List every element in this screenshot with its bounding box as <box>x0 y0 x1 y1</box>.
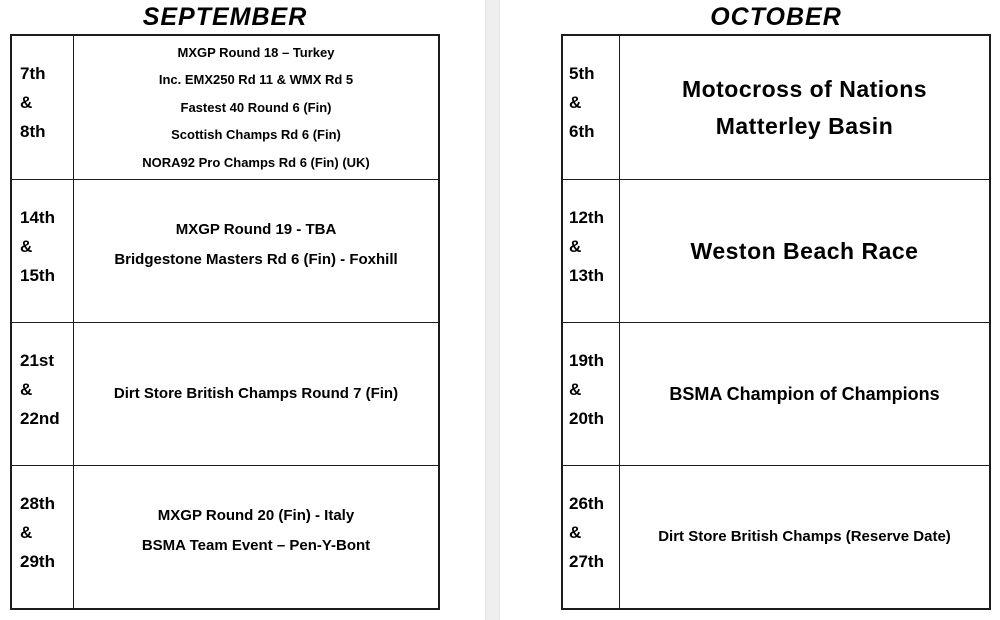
table-row <box>12 465 438 608</box>
date-cell <box>12 36 74 179</box>
table-row <box>12 179 438 322</box>
date-cell <box>12 180 74 322</box>
date-ampersand: & <box>569 379 582 399</box>
table-row <box>563 322 989 465</box>
date-text: 7th <box>20 64 46 83</box>
october-month-title: OCTOBER <box>710 3 842 31</box>
date-cell <box>563 36 620 179</box>
date-cell <box>12 323 74 465</box>
date-ampersand: & <box>569 522 582 542</box>
events-cell <box>74 180 438 322</box>
date-text: 12th <box>569 207 604 227</box>
date-ampersand: & <box>569 236 582 256</box>
date-text: 8th <box>20 122 46 141</box>
date-text: 21st <box>20 350 55 370</box>
page-october <box>561 0 991 620</box>
date-ampersand: & <box>20 93 33 112</box>
september-calendar-table <box>10 34 440 610</box>
date-ampersand: & <box>20 236 33 256</box>
event-text: Bridgestone Masters Rd 6 (Fin) - Foxhill <box>114 251 398 268</box>
date-text: 27th <box>569 551 604 571</box>
page-september <box>10 0 440 620</box>
date-text: 15th <box>20 265 55 285</box>
events-cell <box>620 180 989 322</box>
event-text: Fastest 40 Round 6 (Fin) <box>180 99 332 115</box>
date-ampersand: & <box>569 93 582 112</box>
event-text: Matterley Basin <box>715 112 894 139</box>
date-cell <box>563 180 620 322</box>
date-ampersand: & <box>20 522 33 542</box>
event-text: Motocross of Nations <box>681 75 928 102</box>
events-cell <box>74 466 438 608</box>
event-text: NORA92 Pro Champs Rd 6 (Fin) (UK) <box>142 154 370 170</box>
events-cell <box>620 323 989 465</box>
date-text: 6th <box>569 122 595 141</box>
event-text: BSMA Team Event – Pen-Y-Bont <box>141 537 371 554</box>
event-text: MXGP Round 20 (Fin) - Italy <box>157 507 355 524</box>
date-text: 14th <box>20 207 55 227</box>
event-text: Dirt Store British Champs Round 7 (Fin) <box>113 385 399 402</box>
table-row <box>563 36 989 179</box>
date-text: 5th <box>569 64 595 83</box>
table-row <box>12 322 438 465</box>
date-text: 20th <box>569 408 604 428</box>
events-cell <box>620 466 989 608</box>
date-text: 26th <box>569 493 604 513</box>
date-cell <box>563 323 620 465</box>
date-text: 29th <box>20 551 55 571</box>
events-cell <box>620 36 989 179</box>
date-ampersand: & <box>20 379 33 399</box>
date-cell <box>12 466 74 608</box>
event-text: Weston Beach Race <box>690 237 919 264</box>
date-text: 13th <box>569 265 604 285</box>
event-text: Scottish Champs Rd 6 (Fin) <box>171 127 341 143</box>
event-text: Inc. EMX250 Rd 11 & WMX Rd 5 <box>158 72 354 88</box>
october-calendar-table <box>561 34 991 610</box>
events-cell <box>74 323 438 465</box>
table-row <box>12 36 438 179</box>
events-cell <box>74 36 438 179</box>
table-row <box>563 179 989 322</box>
date-text: 19th <box>569 350 604 370</box>
date-cell <box>563 466 620 608</box>
page-gutter-divider <box>485 0 500 620</box>
date-text: 28th <box>20 493 55 513</box>
date-text: 22nd <box>20 408 60 428</box>
event-text: BSMA Champion of Champions <box>669 383 940 404</box>
event-text: MXGP Round 19 - TBA <box>175 221 337 238</box>
september-month-title: SEPTEMBER <box>142 3 308 31</box>
event-text: Dirt Store British Champs (Reserve Date) <box>658 528 951 545</box>
event-text: MXGP Round 18 – Turkey <box>177 44 335 60</box>
table-row <box>563 465 989 608</box>
